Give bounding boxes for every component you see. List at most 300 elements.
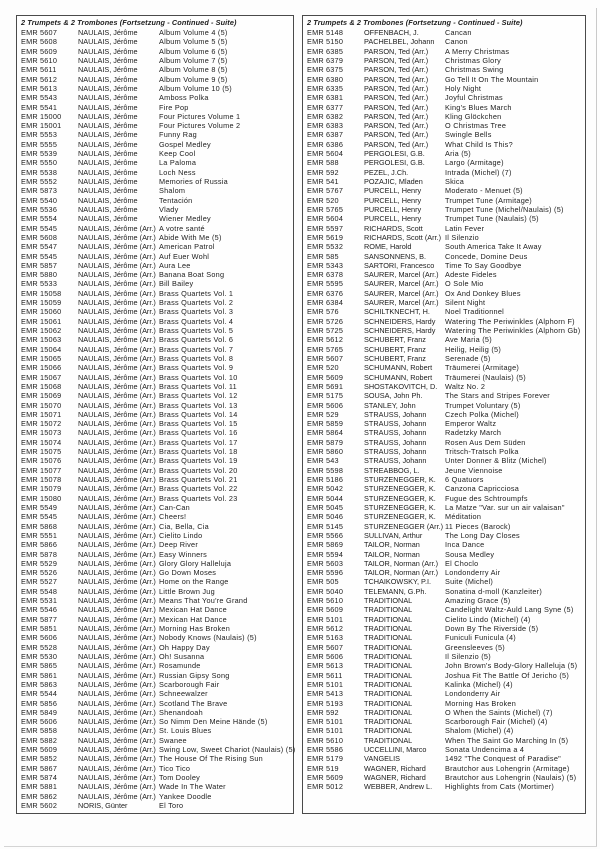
emr-cell: EMR 15076 (21, 456, 62, 466)
title-cell: Oh Happy Day (159, 642, 210, 652)
catalog-row (21, 168, 292, 177)
catalog-row (21, 801, 292, 810)
composer-cell: NAULAIS, Jérôme (Arr.) (78, 260, 156, 270)
title-cell: Brautchor aus Lohengrin (Armitage) (445, 763, 570, 773)
catalog-row (307, 307, 584, 316)
title-cell: Brass Quartets Vol. 10 (159, 372, 238, 382)
title-cell: Album Volume 6 (5) (159, 46, 228, 56)
emr-cell: EMR 520 (307, 363, 339, 373)
title-cell: Brass Quartets Vol. 21 (159, 475, 238, 484)
title-cell: Largo (Armitage) (445, 158, 504, 168)
emr-cell: EMR 5148 (307, 28, 344, 37)
title-cell: Funny Rag (159, 130, 197, 140)
title-cell: Sonatina d-moll (Kanzleiter) (445, 586, 543, 596)
catalog-row (21, 736, 292, 745)
title-cell: Il Silenzio (445, 232, 479, 242)
emr-cell: EMR 5101 (307, 717, 344, 727)
emr-cell: EMR 5550 (21, 158, 58, 168)
composer-cell: NAULAIS, Jérôme (Arr.) (78, 549, 156, 559)
catalog-row (307, 438, 584, 447)
composer-cell: STURZENEGGER, K. (364, 484, 436, 494)
composer-cell: PARSON, Ted (Arr.) (364, 74, 429, 84)
catalog-row (307, 28, 584, 37)
title-cell: Brass Quartets Vol. 17 (159, 437, 238, 447)
title-cell: Go Down Moses (159, 568, 217, 578)
title-cell: Swingle Bells (445, 130, 492, 140)
composer-cell: TRADITIONAL (364, 698, 413, 708)
catalog-row (307, 233, 584, 242)
catalog-row (21, 428, 292, 437)
title-cell: Auf Euer Wohl (159, 251, 210, 261)
title-cell: Brautchor aus Lohengrin (Naulais) (5) (445, 773, 577, 782)
catalog-row (307, 373, 584, 382)
emr-cell: EMR 5725 (307, 326, 344, 335)
emr-cell: EMR 5612 (307, 624, 344, 633)
title-cell: Wiener Medley (159, 214, 211, 224)
title-cell: Shalom (159, 186, 186, 196)
emr-cell: EMR 5607 (21, 28, 58, 37)
emr-cell: EMR 529 (307, 409, 339, 419)
catalog-row (21, 577, 292, 586)
emr-cell: EMR 592 (307, 167, 339, 177)
catalog-column-left (16, 15, 294, 814)
title-cell: Londonderry Air (445, 568, 501, 578)
composer-cell: NAULAIS, Jérôme (Arr.) (78, 353, 156, 363)
title-cell: Brass Quartets Vol. 6 (159, 335, 234, 345)
title-cell: Funiculi Funicula (4) (445, 633, 516, 643)
composer-cell: TRADITIONAL (364, 726, 413, 736)
title-cell: Cielito Lindo (159, 530, 203, 540)
title-cell: Träumerei (Naulais) (5) (445, 372, 526, 382)
catalog-row (21, 103, 292, 112)
composer-cell: SHOSTAKOVITCH, D. (364, 381, 438, 391)
composer-cell: NAULAIS, Jérôme (78, 102, 138, 112)
catalog-row (21, 196, 292, 205)
composer-cell: NAULAIS, Jérôme (Arr.) (78, 326, 156, 335)
composer-cell: TRADITIONAL (364, 707, 413, 717)
composer-cell: TRADITIONAL (364, 624, 413, 633)
catalog-row (307, 680, 584, 689)
composer-cell: NAULAIS, Jérôme (Arr.) (78, 475, 156, 484)
composer-cell: SCHUBERT, Franz (364, 353, 426, 363)
composer-cell: NAULAIS, Jérôme (Arr.) (78, 717, 156, 727)
emr-cell: EMR 5865 (21, 661, 58, 671)
composer-cell: TAILOR, Norman (Arr.) (364, 568, 439, 578)
title-cell: Träumerei (Armitage) (445, 363, 520, 373)
emr-cell: EMR 15078 (21, 475, 62, 484)
title-cell: 11 Pieces (Barock) (445, 521, 511, 531)
emr-cell: EMR 5866 (21, 540, 58, 550)
catalog-row (307, 782, 584, 791)
title-cell: Ave Maria (5) (445, 335, 492, 345)
composer-cell: NAULAIS, Jérôme (Arr.) (78, 409, 156, 419)
composer-cell: NAULAIS, Jérôme (Arr.) (78, 279, 156, 289)
catalog-row (307, 149, 584, 158)
composer-cell: NAULAIS, Jérôme (Arr.) (78, 316, 156, 326)
catalog-row (307, 354, 584, 363)
emr-cell: EMR 5873 (21, 186, 58, 196)
catalog-row (307, 391, 584, 400)
composer-cell: NAULAIS, Jérôme (78, 93, 138, 103)
section-header: 2 Trumpets & 2 Trombones (Fortsetzung - Continued - Suite) (21, 18, 237, 27)
catalog-row (307, 559, 584, 568)
catalog-row (21, 214, 292, 223)
title-cell: Unter Donner & Blitz (Michel) (445, 456, 547, 466)
catalog-row (307, 93, 584, 102)
emr-cell: EMR 5606 (21, 717, 58, 727)
title-cell: Waltz No. 2 (445, 381, 486, 391)
composer-cell: NAULAIS, Jérôme (Arr.) (78, 223, 156, 233)
composer-cell: NAULAIS, Jérôme (Arr.) (78, 763, 156, 773)
emr-cell: EMR 5849 (21, 707, 58, 717)
catalog-row (307, 633, 584, 642)
emr-cell: EMR 15064 (21, 344, 62, 354)
title-cell: Easy Winners (159, 549, 208, 559)
title-cell: Radetzky March (445, 428, 502, 438)
composer-cell: NAULAIS, Jérôme (78, 46, 138, 56)
title-cell: Album Volume 10 (5) (159, 83, 232, 93)
composer-cell: SULLIVAN, Arthur (364, 530, 423, 540)
title-cell: Watering The Periwinkles (Alphorn F) (445, 316, 575, 326)
composer-cell: NAULAIS, Jérôme (Arr.) (78, 614, 156, 624)
catalog-row (307, 242, 584, 251)
catalog-row (21, 596, 292, 605)
composer-cell: TRADITIONAL (364, 614, 413, 624)
catalog-row (21, 401, 292, 410)
emr-cell: EMR 5046 (307, 512, 344, 522)
catalog-row (307, 615, 584, 624)
catalog-row (307, 130, 584, 139)
emr-cell: EMR 541 (307, 177, 339, 186)
catalog-row (307, 661, 584, 670)
composer-cell: STURZENEGGER, K. (364, 502, 436, 512)
title-cell: Time To Say Goodbye (445, 260, 522, 270)
title-cell: Jeune Viennoise (445, 465, 503, 475)
catalog-row (21, 615, 292, 624)
emr-cell: EMR 5545 (21, 251, 58, 261)
emr-cell: EMR 5869 (307, 540, 344, 550)
composer-cell: PARSON, Ted (Arr.) (364, 46, 429, 56)
catalog-row (21, 112, 292, 121)
composer-cell: NAULAIS, Jérôme (Arr.) (78, 782, 156, 792)
emr-cell: EMR 5606 (307, 400, 344, 410)
section-header: 2 Trumpets & 2 Trombones (Fortsetzung - Continued - Suite) (307, 18, 523, 27)
title-cell: Tico Tico (159, 763, 191, 773)
title-cell: Brass Quartets Vol. 16 (159, 428, 238, 438)
emr-cell: EMR 505 (307, 577, 339, 587)
composer-cell: TRADITIONAL (364, 605, 413, 615)
catalog-row (21, 289, 292, 298)
emr-cell: EMR 15069 (21, 391, 62, 401)
title-cell: Suite (Michel) (445, 577, 494, 587)
composer-cell: NAULAIS, Jérôme (Arr.) (78, 381, 156, 391)
emr-cell: EMR 5604 (307, 214, 344, 224)
title-cell: Tentación (159, 195, 193, 205)
composer-cell: NAULAIS, Jérôme (Arr.) (78, 558, 156, 568)
catalog-row (307, 708, 584, 717)
title-cell: Londonderry Air (445, 689, 501, 699)
catalog-row (21, 37, 292, 46)
composer-cell: NAULAIS, Jérôme (Arr.) (78, 530, 156, 540)
title-cell: John Brown's Body-Glory Halleluja (5) (445, 661, 578, 671)
emr-cell: EMR 5851 (21, 624, 58, 633)
catalog-row (307, 270, 584, 279)
composer-cell: NAULAIS, Jérôme (Arr.) (78, 679, 156, 689)
catalog-row (21, 326, 292, 335)
emr-cell: EMR 6384 (307, 298, 344, 308)
title-cell: Deep River (159, 540, 198, 550)
composer-cell: NAULAIS, Jérôme (Arr.) (78, 232, 156, 242)
catalog-row (307, 754, 584, 763)
catalog-row (307, 363, 584, 372)
catalog-row (21, 391, 292, 400)
emr-cell: EMR 15077 (21, 465, 62, 475)
emr-cell: EMR 5864 (307, 428, 344, 438)
title-cell: Rosamunde (159, 661, 201, 671)
catalog-row (21, 699, 292, 708)
composer-cell: NAULAIS, Jérôme (78, 83, 138, 93)
emr-cell: EMR 5533 (21, 279, 58, 289)
composer-cell: NAULAIS, Jérôme (Arr.) (78, 400, 156, 410)
title-cell: Abide With Me (5) (159, 232, 222, 242)
composer-cell: PARSON, Ted (Arr.) (364, 121, 429, 131)
emr-cell: EMR 5881 (21, 782, 58, 792)
composer-cell: PURCELL, Henry (364, 195, 422, 205)
catalog-row (21, 531, 292, 540)
emr-cell: EMR 5882 (21, 735, 58, 745)
title-cell: Il Silenzio (5) (445, 651, 491, 661)
composer-cell: NAULAIS, Jérôme (78, 177, 138, 186)
emr-cell: EMR 576 (307, 307, 339, 317)
composer-cell: PARSON, Ted (Arr.) (364, 65, 429, 75)
composer-cell: SOUSA, John Ph. (364, 391, 423, 401)
catalog-row (307, 196, 584, 205)
emr-cell: EMR 5767 (307, 186, 344, 196)
catalog-row (21, 75, 292, 84)
composer-cell: WAGNER, Richard (364, 773, 426, 782)
catalog-row (21, 475, 292, 484)
catalog-row (307, 298, 584, 307)
emr-cell: EMR 5543 (21, 93, 58, 103)
catalog-row (307, 726, 584, 735)
emr-cell: EMR 5611 (307, 670, 343, 680)
title-cell: Canon (445, 37, 468, 47)
emr-cell: EMR 5879 (307, 437, 344, 447)
composer-cell: NAULAIS, Jérôme (Arr.) (78, 670, 156, 680)
catalog-row (307, 168, 584, 177)
title-cell: Kalinka (Michel) (4) (445, 679, 513, 689)
composer-cell: NAULAIS, Jérôme (Arr.) (78, 651, 156, 661)
catalog-row (307, 503, 584, 512)
title-cell: Swing Low, Sweet Chariot (Naulais) (5) (159, 745, 296, 755)
title-cell: Christmas Glory (445, 55, 502, 65)
emr-cell: EMR 5691 (307, 381, 344, 391)
composer-cell: SCHILTKNECHT, H. (364, 307, 430, 317)
emr-cell: EMR 6379 (307, 55, 344, 65)
catalog-row (307, 577, 584, 586)
title-cell: The Stars and Stripes Forever (445, 391, 550, 401)
composer-cell: NAULAIS, Jérôme (Arr.) (78, 745, 156, 755)
composer-cell: STRAUSS, Johann (364, 409, 427, 419)
emr-cell: EMR 5545 (21, 223, 58, 233)
emr-cell: EMR 6335 (307, 83, 344, 93)
title-cell: La Paloma (159, 158, 197, 168)
title-cell: Album Volume 4 (5) (159, 28, 228, 37)
composer-cell: NAULAIS, Jérôme (Arr.) (78, 437, 156, 447)
emr-cell: EMR 5726 (307, 316, 344, 326)
catalog-row (307, 214, 584, 223)
composer-cell: NAULAIS, Jérôme (78, 149, 138, 159)
composer-cell: NAULAIS, Jérôme (78, 158, 138, 168)
catalog-row (21, 410, 292, 419)
title-cell: Tom Dooley (159, 773, 201, 782)
catalog-row (21, 764, 292, 773)
catalog-row (307, 335, 584, 344)
title-cell: St. Louis Blues (159, 726, 212, 736)
emr-cell: EMR 5607 (307, 353, 344, 363)
title-cell: Christmas Swing (445, 65, 504, 75)
emr-cell: EMR 15058 (21, 288, 62, 298)
title-cell: O When the Saints (Michel) (7) (445, 707, 553, 717)
composer-cell: NAULAIS, Jérôme (78, 55, 138, 65)
emr-cell: EMR 5765 (307, 344, 344, 354)
emr-cell: EMR 5531 (21, 596, 58, 606)
catalog-row (21, 512, 292, 521)
emr-cell: EMR 15067 (21, 372, 62, 382)
emr-cell: EMR 5540 (21, 195, 58, 205)
catalog-row (21, 224, 292, 233)
emr-cell: EMR 5549 (21, 502, 58, 512)
composer-cell: TRADITIONAL (364, 651, 413, 661)
title-cell: Trumpet Voluntary (5) (445, 400, 521, 410)
catalog-row (21, 279, 292, 288)
emr-cell: EMR 6378 (307, 270, 344, 280)
composer-cell: TRADITIONAL (364, 735, 413, 745)
composer-cell: POZAJIC, Mladen (364, 177, 423, 186)
catalog-row (21, 233, 292, 242)
emr-cell: EMR 15060 (21, 307, 62, 317)
catalog-row (21, 466, 292, 475)
emr-cell: EMR 5552 (21, 177, 58, 186)
emr-cell: EMR 6380 (307, 74, 344, 84)
emr-cell: EMR 5045 (307, 502, 344, 512)
composer-cell: NAULAIS, Jérôme (Arr.) (78, 428, 156, 438)
catalog-row (307, 317, 584, 326)
title-cell: Four Pictures Volume 1 (159, 111, 241, 121)
title-cell: Morning Has Broken (159, 624, 231, 633)
catalog-row (307, 382, 584, 391)
row-container-right (307, 28, 584, 792)
emr-cell: EMR 5555 (21, 139, 58, 149)
catalog-row (21, 652, 292, 661)
composer-cell: NAULAIS, Jérôme (Arr.) (78, 484, 156, 494)
composer-cell: NAULAIS, Jérôme (Arr.) (78, 270, 156, 280)
title-cell: Fugue des Schtroumpfs (445, 493, 528, 503)
composer-cell: PARSON, Ted (Arr.) (364, 111, 429, 121)
catalog-row (21, 643, 292, 652)
catalog-row (21, 559, 292, 568)
catalog-row (21, 773, 292, 782)
emr-cell: EMR 15079 (21, 484, 62, 494)
catalog-row (307, 596, 584, 605)
emr-cell: EMR 5551 (21, 530, 58, 540)
title-cell: Canzona Capricciosa (445, 484, 520, 494)
composer-cell: PARSON, Ted (Arr.) (364, 55, 429, 65)
composer-cell: NAULAIS, Jérôme (78, 195, 138, 205)
emr-cell: EMR 5611 (21, 65, 57, 75)
composer-cell: TRADITIONAL (364, 689, 413, 699)
composer-cell: NAULAIS, Jérôme (Arr.) (78, 521, 156, 531)
emr-cell: EMR 5101 (307, 726, 344, 736)
emr-cell: EMR 5547 (21, 242, 58, 252)
title-cell: Silent Night (445, 298, 486, 308)
catalog-row (307, 158, 584, 167)
composer-cell: NAULAIS, Jérôme (78, 74, 138, 84)
emr-cell: EMR 6381 (307, 93, 344, 103)
title-cell: O Sole Mio (445, 279, 484, 289)
composer-cell: NAULAIS, Jérôme (Arr.) (78, 605, 156, 615)
catalog-row (307, 84, 584, 93)
title-cell: Album Volume 5 (5) (159, 37, 228, 47)
title-cell: Candelight Waltz-Auld Lang Syne (5) (445, 605, 574, 615)
composer-cell: TAILOR, Norman (364, 549, 420, 559)
catalog-row (21, 484, 292, 493)
composer-cell: PURCELL, Henry (364, 186, 422, 196)
catalog-row (307, 568, 584, 577)
catalog-row (307, 112, 584, 121)
composer-cell: NAULAIS, Jérôme (Arr.) (78, 689, 156, 699)
catalog-row (307, 428, 584, 437)
emr-cell: EMR 585 (307, 251, 339, 261)
emr-cell: EMR 6375 (307, 65, 344, 75)
emr-cell: EMR 5859 (307, 419, 344, 429)
catalog-row (307, 512, 584, 521)
composer-cell: VANGELIS (364, 754, 400, 764)
catalog-row (21, 587, 292, 596)
composer-cell: NAULAIS, Jérôme (Arr.) (78, 391, 156, 401)
catalog-row (21, 261, 292, 270)
emr-cell: EMR 6376 (307, 288, 344, 298)
title-cell: Brass Quartets Vol. 12 (159, 391, 238, 401)
composer-cell: SAURER, Marcel (Arr.) (364, 288, 439, 298)
catalog-row (21, 363, 292, 372)
emr-cell: EMR 5545 (21, 512, 58, 522)
catalog-row (21, 28, 292, 37)
title-cell: Brass Quartets Vol. 15 (159, 419, 238, 429)
emr-cell: EMR 5530 (21, 651, 58, 661)
emr-cell: EMR 15001 (21, 121, 62, 131)
emr-cell: EMR 5566 (307, 530, 344, 540)
emr-cell: EMR 15075 (21, 447, 62, 457)
emr-cell: EMR 5858 (21, 726, 58, 736)
catalog-row (21, 252, 292, 261)
composer-cell: STURZENEGGER (Arr.) (364, 521, 444, 531)
composer-cell: NAULAIS, Jérôme (Arr.) (78, 754, 156, 764)
emr-cell: EMR 5553 (21, 130, 58, 140)
catalog-row (307, 121, 584, 130)
composer-cell: NAULAIS, Jérôme (Arr.) (78, 493, 156, 503)
title-cell: Aura Lee (159, 260, 191, 270)
catalog-row (307, 456, 584, 465)
composer-cell: TRADITIONAL (364, 596, 413, 606)
catalog-row (21, 149, 292, 158)
catalog-row (21, 503, 292, 512)
composer-cell: SCHUMANN, Robert (364, 363, 433, 373)
catalog-row (307, 699, 584, 708)
composer-cell: PARSON, Ted (Arr.) (364, 83, 429, 93)
row-container-left (21, 28, 296, 810)
composer-cell: UCCELLINI, Marco (364, 745, 427, 755)
